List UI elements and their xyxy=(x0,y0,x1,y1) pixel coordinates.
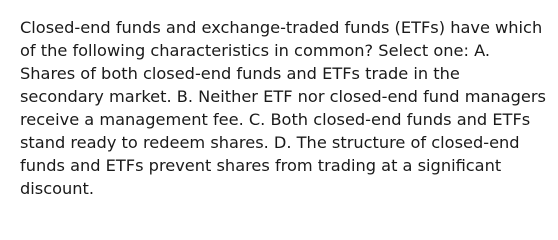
question-text: Closed-end funds and exchange-traded funds (ETFs) have which of the following characteristics in common? Select one: A. Shares of both closed-end funds and ETFs trade in the secondary market. B. Neither ETF nor closed-end fund managers receive a management fee. C. Both closed-end funds and ETFs stand ready to redeem shares. D. The structure of closed-end funds and ETFs prevent shares from trading at a significant discount. xyxy=(20,18,546,198)
question-card xyxy=(20,16,548,200)
